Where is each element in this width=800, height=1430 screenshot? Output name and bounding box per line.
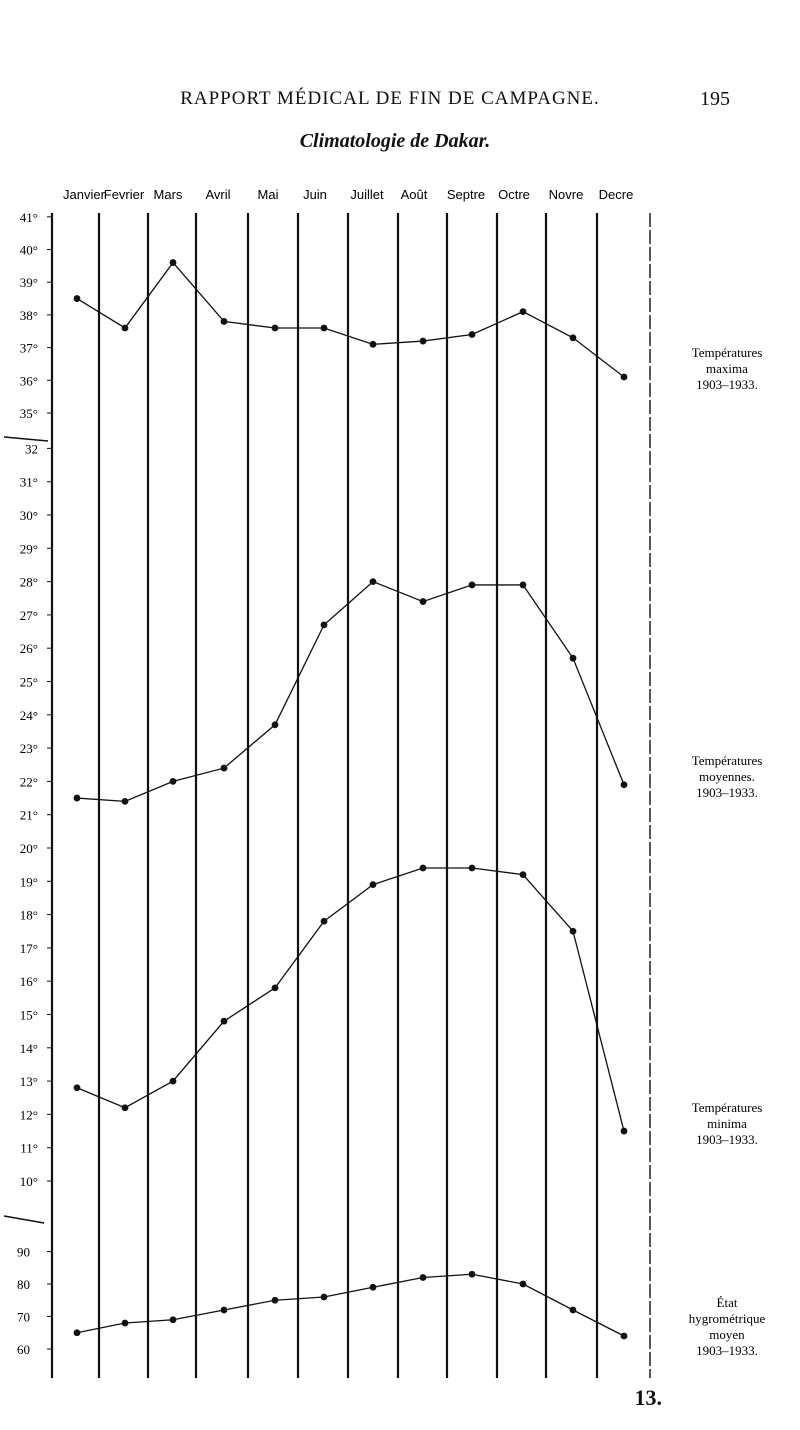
y-tick-label: 11°	[20, 1140, 38, 1156]
series-label-line: 1903–1933.	[696, 1132, 758, 1147]
series-line	[77, 868, 624, 1131]
running-head: RAPPORT MÉDICAL DE FIN DE CAMPAGNE.	[180, 88, 600, 109]
series-label-line: 1903–1933.	[696, 785, 758, 800]
y-tick-label: 27°	[19, 607, 38, 623]
y-tick-label: 38°	[19, 307, 38, 323]
data-point	[469, 331, 476, 338]
data-point	[74, 1329, 81, 1336]
series-label	[689, 1295, 766, 1358]
data-point	[74, 295, 81, 302]
data-point	[570, 655, 577, 662]
series-label	[692, 1100, 763, 1147]
data-point	[570, 334, 577, 341]
series-label-line: Températures	[691, 1100, 763, 1115]
series-line	[77, 582, 624, 802]
data-point	[469, 582, 476, 589]
y-tick-label: 10°	[19, 1174, 38, 1189]
data-point	[221, 318, 228, 325]
y-tick-label: 36°	[19, 373, 38, 389]
y-tick-label: 24°	[19, 707, 38, 723]
y-tick-label: 40°	[19, 242, 38, 258]
data-point	[321, 621, 328, 628]
series-label-line: minima	[707, 1116, 747, 1131]
series-label-line: 1903–1933.	[696, 377, 758, 392]
series-label	[692, 753, 763, 800]
y-tick-label: 16°	[19, 974, 38, 990]
month-label: Septre	[446, 187, 486, 202]
series-label-line: Températures	[691, 753, 763, 768]
data-point	[370, 341, 377, 348]
data-point	[221, 765, 228, 772]
y-tick-label: 37°	[19, 340, 38, 356]
month-label: Novre	[548, 187, 584, 202]
folio-mark: 13.	[634, 1385, 662, 1410]
data-point	[122, 1104, 129, 1111]
month-label: Juillet	[350, 187, 384, 202]
series-label-line: Températures	[691, 345, 763, 360]
data-point	[272, 984, 279, 991]
month-label: Mai	[257, 187, 279, 202]
data-point	[621, 1128, 628, 1135]
data-point	[272, 1297, 279, 1304]
data-point	[321, 1294, 328, 1301]
data-point	[621, 781, 628, 788]
data-point	[170, 259, 177, 266]
data-point	[221, 1307, 228, 1314]
data-point	[570, 1307, 577, 1314]
y-tick-label: 90	[17, 1244, 30, 1260]
data-point	[520, 871, 527, 878]
data-point	[420, 598, 427, 605]
series-label-line: 1903–1933.	[696, 1343, 758, 1358]
month-label: Juin	[303, 187, 327, 202]
data-point	[469, 1271, 476, 1278]
y-tick-label: 20°	[19, 841, 38, 856]
axis-break-mark	[4, 437, 48, 441]
data-point	[74, 795, 81, 802]
data-point	[370, 881, 377, 888]
data-point	[370, 578, 377, 585]
y-tick-label: 14°	[19, 1040, 38, 1056]
y-tick-label: 15°	[19, 1007, 38, 1023]
y-tick-label: 13°	[19, 1074, 38, 1090]
y-tick-label: 30°	[19, 508, 38, 523]
data-point	[420, 1274, 427, 1281]
y-tick-label: 32	[25, 441, 38, 457]
data-point	[74, 1084, 81, 1091]
data-point	[321, 325, 328, 332]
data-point	[420, 338, 427, 345]
month-label: Août	[400, 187, 428, 202]
y-tick-label: 35°	[19, 406, 38, 421]
data-point	[621, 1333, 628, 1340]
data-point	[170, 778, 177, 785]
series-line	[77, 1274, 624, 1336]
y-tick-label: 60	[17, 1342, 30, 1357]
y-tick-label: 23°	[19, 741, 38, 757]
y-tick-label: 39°	[19, 275, 38, 291]
y-tick-label: 12°	[19, 1107, 38, 1123]
data-point	[621, 374, 628, 381]
y-tick-label: 17°	[19, 940, 38, 956]
y-tick-label: 21°	[19, 807, 38, 823]
data-point	[469, 865, 476, 872]
month-label: Octre	[498, 187, 530, 202]
series-label-line: maxima	[706, 361, 748, 376]
series-label	[692, 345, 763, 392]
data-point	[570, 928, 577, 935]
data-point	[272, 721, 279, 728]
chart-title: Climatologie de Dakar.	[299, 130, 491, 152]
y-tick-label: 31°	[19, 474, 38, 490]
series-line	[77, 263, 624, 377]
data-point	[420, 865, 427, 872]
data-point	[170, 1316, 177, 1323]
series-label-line: moyennes.	[699, 769, 755, 784]
data-point	[520, 308, 527, 315]
axis-break-mark	[4, 1216, 44, 1223]
y-tick-label: 19°	[19, 874, 38, 890]
data-point	[520, 582, 527, 589]
data-point	[221, 1018, 228, 1025]
y-tick-label: 18°	[19, 907, 38, 923]
y-tick-label: 28°	[19, 574, 38, 590]
y-tick-label: 26°	[19, 641, 38, 657]
y-tick-label: 70	[17, 1309, 30, 1325]
data-point	[122, 325, 129, 332]
month-label: Janvier	[63, 187, 105, 202]
data-point	[122, 1320, 129, 1327]
month-label: Fevrier	[103, 187, 145, 202]
series-label-line: État	[716, 1295, 738, 1310]
data-point	[321, 918, 328, 925]
y-tick-label: 25°	[19, 674, 38, 690]
month-label: Avril	[205, 187, 231, 202]
month-label: Decre	[598, 187, 634, 202]
data-point	[122, 798, 129, 805]
data-point	[272, 325, 279, 332]
data-point	[370, 1284, 377, 1291]
page-number: 195	[700, 88, 730, 110]
data-point	[520, 1281, 527, 1288]
series-label-line: moyen	[709, 1327, 745, 1342]
data-point	[170, 1078, 177, 1085]
y-tick-label: 80	[17, 1277, 30, 1292]
y-tick-label: 29°	[19, 541, 38, 557]
y-tick-label: 41°	[19, 209, 38, 225]
series-label-line: hygrométrique	[688, 1311, 766, 1326]
y-tick-label: 22°	[19, 774, 38, 790]
month-label: Mars	[153, 187, 183, 202]
